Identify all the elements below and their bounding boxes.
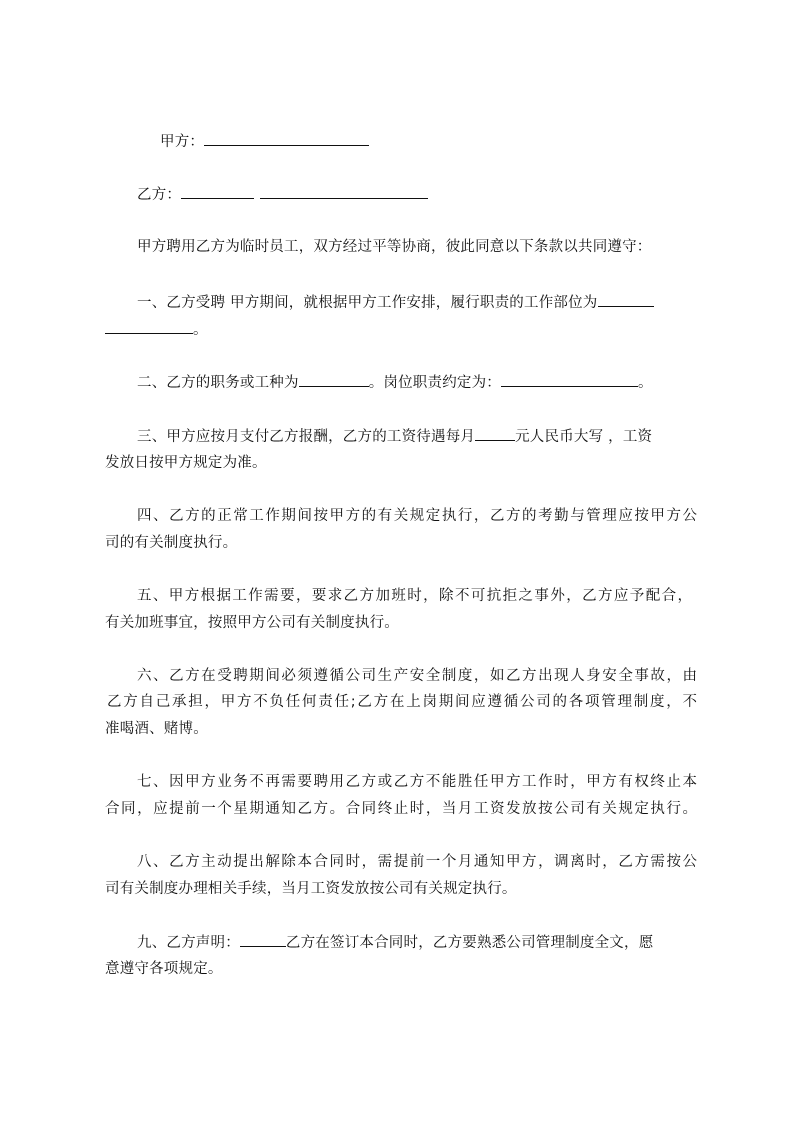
party-b-blank-1[interactable] xyxy=(181,184,254,199)
clause-3-text-b: 元人民币大写 ，工资 xyxy=(515,429,653,445)
clause-1-text: 一、乙方受聘 甲方期间，就根据甲方工作安排，履行职责的工作部位为 xyxy=(137,295,598,311)
party-a-label: 甲方： xyxy=(160,134,205,150)
clause-6-line-1: 六、乙方在受聘期间必须遵循公司生产安全制度，如乙方出现人身安全事故，由 xyxy=(137,668,697,684)
intro-paragraph: 甲方聘用乙方为临时员工，双方经过平等协商，彼此同意以下条款以共同遵守： xyxy=(137,239,652,255)
clause-2-blank-2[interactable] xyxy=(501,372,638,387)
clause-5-line-2: 有关加班事宜，按照甲方公司有关制度执行。 xyxy=(105,615,399,631)
clause-9-blank[interactable] xyxy=(240,932,286,947)
clause-2 xyxy=(137,372,653,393)
clause-5-line-1: 五、甲方根据工作需要，要求乙方加班时，除不可抗拒之事外，乙方应予配合， xyxy=(137,588,692,604)
clause-6-line-3: 准喝酒、赌博。 xyxy=(105,721,208,737)
party-a-line xyxy=(160,131,369,152)
clause-1-end: 。 xyxy=(193,322,208,338)
clause-2-text-c: 。 xyxy=(638,375,653,391)
clause-6-line-2: 乙方自己承担，甲方不负任何责任;乙方在上岗期间应遵循公司的各项管理制度，不 xyxy=(107,694,697,710)
party-b-label: 乙方： xyxy=(137,187,182,203)
clause-9-line-2: 意遵守各项规定。 xyxy=(105,961,223,977)
clause-4-line-1: 四、乙方的正常工作期间按甲方的有关规定执行，乙方的考勤与管理应按甲方公 xyxy=(137,508,697,524)
clause-3-blank[interactable] xyxy=(475,426,515,441)
party-b-blank-2[interactable] xyxy=(260,184,428,199)
clause-3-line-1 xyxy=(137,426,652,447)
clause-1-blank-2[interactable] xyxy=(105,319,193,334)
clause-8-line-2: 司有关制度办理相关手续，当月工资发放按公司有关规定执行。 xyxy=(105,881,517,897)
clause-2-text-a: 二、乙方的职务或工种为 xyxy=(137,375,299,391)
party-a-blank[interactable] xyxy=(204,131,369,146)
clause-3-line-2: 发放日按甲方规定为准。 xyxy=(105,455,267,471)
clause-1-line-2 xyxy=(105,319,208,340)
clause-9-line-1 xyxy=(137,932,653,953)
clause-7-line-2: 合同，应提前一个星期通知乙方。合同终止时，当月工资发放按公司有关规定执行。 xyxy=(105,801,697,817)
clause-7-line-1: 七、因甲方业务不再需要聘用乙方或乙方不能胜任甲方工作时，甲方有权终止本 xyxy=(137,774,697,790)
clause-2-text-b: 。岗位职责约定为： xyxy=(368,375,502,391)
clause-4-line-2: 司的有关制度执行。 xyxy=(105,535,238,551)
clause-1-blank-1[interactable] xyxy=(598,292,654,307)
clause-1-line-1 xyxy=(137,292,654,313)
party-b-line xyxy=(137,184,428,205)
clause-9-text-b: 乙方在签订本合同时，乙方要熟悉公司管理制度全文，愿 xyxy=(285,935,654,951)
clause-9-text-a: 九、乙方声明： xyxy=(137,935,240,951)
clause-2-blank-1[interactable] xyxy=(299,372,369,387)
clause-3-text-a: 三、甲方应按月支付乙方报酬，乙方的工资待遇每月 xyxy=(137,429,476,445)
clause-8-line-1: 八、乙方主动提出解除本合同时，需提前一个月通知甲方，调离时，乙方需按公 xyxy=(137,854,697,870)
